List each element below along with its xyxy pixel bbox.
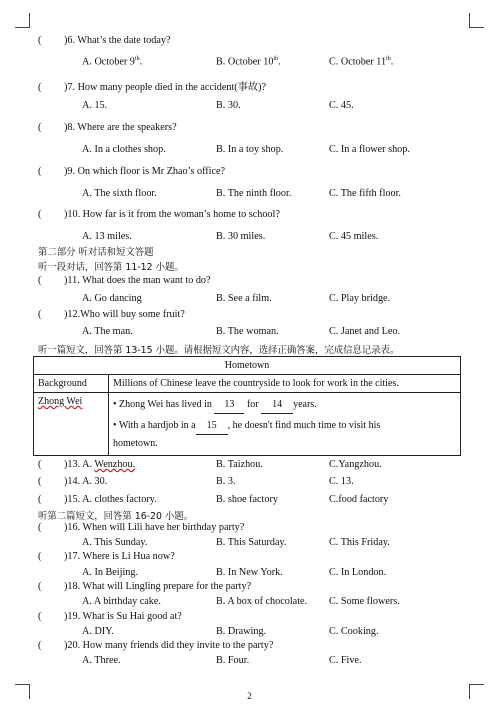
option-a: A. A birthday cake. xyxy=(82,596,161,607)
option-c: C. 13. xyxy=(329,476,354,487)
crop-mark-top-right xyxy=(469,13,484,28)
question-text: )18. What will Lingling prepare for the party? xyxy=(64,581,252,592)
option-c: C. 45. xyxy=(329,100,354,111)
answer-paren[interactable]: ( xyxy=(38,209,42,220)
answer-paren[interactable]: ( xyxy=(38,551,42,562)
table-cell: Millions of Chinese leave the countryside to look for work in the cities. xyxy=(109,375,461,393)
answer-paren[interactable]: ( xyxy=(38,640,42,651)
question-11 xyxy=(38,275,211,286)
answer-paren[interactable]: ( xyxy=(38,35,42,46)
answer-paren[interactable]: ( xyxy=(38,459,42,470)
blank-15[interactable]: 15 xyxy=(196,417,228,435)
answer-paren[interactable]: ( xyxy=(38,82,42,93)
option-c: C. This Friday. xyxy=(329,537,390,548)
option-c: C. Play bridge. xyxy=(329,293,391,304)
question-10 xyxy=(38,209,280,220)
blank-13[interactable]: 13 xyxy=(214,396,244,414)
table-row-label: Background xyxy=(34,375,109,393)
page-number: 2 xyxy=(247,691,252,701)
option-c: C. Janet and Leo. xyxy=(329,326,401,337)
option-b: B. See a film. xyxy=(216,293,272,304)
option-b: B. 3. xyxy=(216,476,236,487)
blank-14[interactable]: 14 xyxy=(261,396,293,414)
option-a: A. This Sunday. xyxy=(82,537,148,548)
option-a: A. In a clothes shop. xyxy=(82,144,166,155)
option-a: A. Go dancing xyxy=(82,293,142,304)
section-instruction: 听第二篇短文，回答第 16-20 小题。 xyxy=(38,511,194,522)
option-c: C.food factory xyxy=(329,494,389,505)
option-b: B. Four. xyxy=(216,655,250,666)
bullet-2: • With a hardjob in a 15 , he doesn't find much time to visit his xyxy=(113,417,456,435)
question-text: )11. What does the man want to do? xyxy=(64,275,211,286)
option-c: C. 45 miles. xyxy=(329,231,379,242)
option-c: C. Cooking. xyxy=(329,626,379,637)
question-text: )20. How many friends did they invite to the party? xyxy=(64,640,274,651)
question-text: )12.Who will buy some fruit? xyxy=(64,309,185,320)
question-text: )6. What’s the date today? xyxy=(64,35,171,46)
answer-paren[interactable]: ( xyxy=(38,494,42,505)
question-20 xyxy=(38,640,273,651)
answer-paren[interactable]: ( xyxy=(38,166,42,177)
crop-mark-top-left xyxy=(15,13,30,28)
option-b: B. The woman. xyxy=(216,326,279,337)
option-a: A. 15. xyxy=(82,100,108,111)
option-b: B. This Saturday. xyxy=(216,537,287,548)
option-c: C. October 11th. xyxy=(329,56,394,68)
option-c: C. The fifth floor. xyxy=(329,188,401,199)
option-a: A. The man. xyxy=(82,326,133,337)
option-b: B. October 10th. xyxy=(216,56,281,68)
option-a: Wenzhou. xyxy=(94,459,136,470)
option-b: B. In a toy shop. xyxy=(216,144,284,155)
option-b: B. The ninth floor. xyxy=(216,188,292,199)
question-14: ( )14. A. 30. xyxy=(38,476,108,487)
option-b: B. Drawing. xyxy=(216,626,267,637)
question-text: )17. Where is Li Hua now? xyxy=(64,551,175,562)
option-c: C. In a flower shop. xyxy=(329,144,410,155)
option-a: A. 13 miles. xyxy=(82,231,132,242)
question-9 xyxy=(38,166,225,177)
section-instruction: 听一段对话，回答第 11-12 小题。 xyxy=(38,262,184,273)
section-instruction: 听一篇短文，回答第 13-15 小题。请根据短文内容，选择正确答案，完成信息记录表。 xyxy=(38,345,400,356)
answer-paren[interactable]: ( xyxy=(38,581,42,592)
option-b: B. shoe factory xyxy=(216,494,278,505)
question-18 xyxy=(38,581,251,592)
bullet-2-continuation: hometown. xyxy=(113,438,158,449)
option-a: A. October 9th. xyxy=(82,56,143,68)
question-6 xyxy=(38,35,170,46)
option-b: B. Taizhou. xyxy=(216,459,263,470)
table-cell xyxy=(109,393,461,456)
option-c: C. Some flowers. xyxy=(329,596,400,607)
option-b: B. A box of chocolate. xyxy=(216,596,308,607)
question-13: ( )13. A. Wenzhou. xyxy=(38,459,136,470)
option-b: B. 30. xyxy=(216,100,241,111)
question-text: )19. What is Su Hai good at? xyxy=(64,611,182,622)
info-table xyxy=(33,356,461,456)
option-c: C. In London. xyxy=(329,567,387,578)
answer-paren[interactable]: ( xyxy=(38,122,42,133)
question-12 xyxy=(38,309,185,320)
section-title: 第二部分 听对话和短文答题 xyxy=(38,247,154,258)
question-text: )10. How far is it from the woman’s home to school? xyxy=(64,209,280,220)
answer-paren[interactable]: ( xyxy=(38,275,42,286)
table-title: Hometown xyxy=(34,357,461,375)
option-a: A. DIY. xyxy=(82,626,114,637)
question-19 xyxy=(38,611,182,622)
answer-paren[interactable]: ( xyxy=(38,476,42,487)
option-c: C. Five. xyxy=(329,655,362,666)
option-a: A. In Beijing. xyxy=(82,567,139,578)
table-row-label: Zhong Wei xyxy=(34,393,109,456)
option-c: C.Yangzhou. xyxy=(329,459,382,470)
bullet-1: • Zhong Wei has lived in 13 for 14 years. xyxy=(113,396,456,414)
question-text: )9. On which floor is Mr Zhao’s office? xyxy=(64,166,226,177)
option-a: A. Three. xyxy=(82,655,121,666)
question-15: ( )15. A. clothes factory. xyxy=(38,494,157,505)
answer-paren[interactable]: ( xyxy=(38,611,42,622)
answer-paren[interactable]: ( xyxy=(38,309,42,320)
answer-paren[interactable]: ( xyxy=(38,522,42,533)
question-17 xyxy=(38,551,175,562)
question-text: )8. Where are the speakers? xyxy=(64,122,177,133)
question-8 xyxy=(38,122,177,133)
question-text: )16. When will Lili have her birthday party? xyxy=(64,522,245,533)
option-b: B. In New York. xyxy=(216,567,283,578)
question-7 xyxy=(38,78,266,93)
option-b: B. 30 miles. xyxy=(216,231,266,242)
question-text: )7. How many people died in the accident(事故)? xyxy=(64,82,266,93)
option-a: A. The sixth floor. xyxy=(82,188,157,199)
question-16 xyxy=(38,522,244,533)
